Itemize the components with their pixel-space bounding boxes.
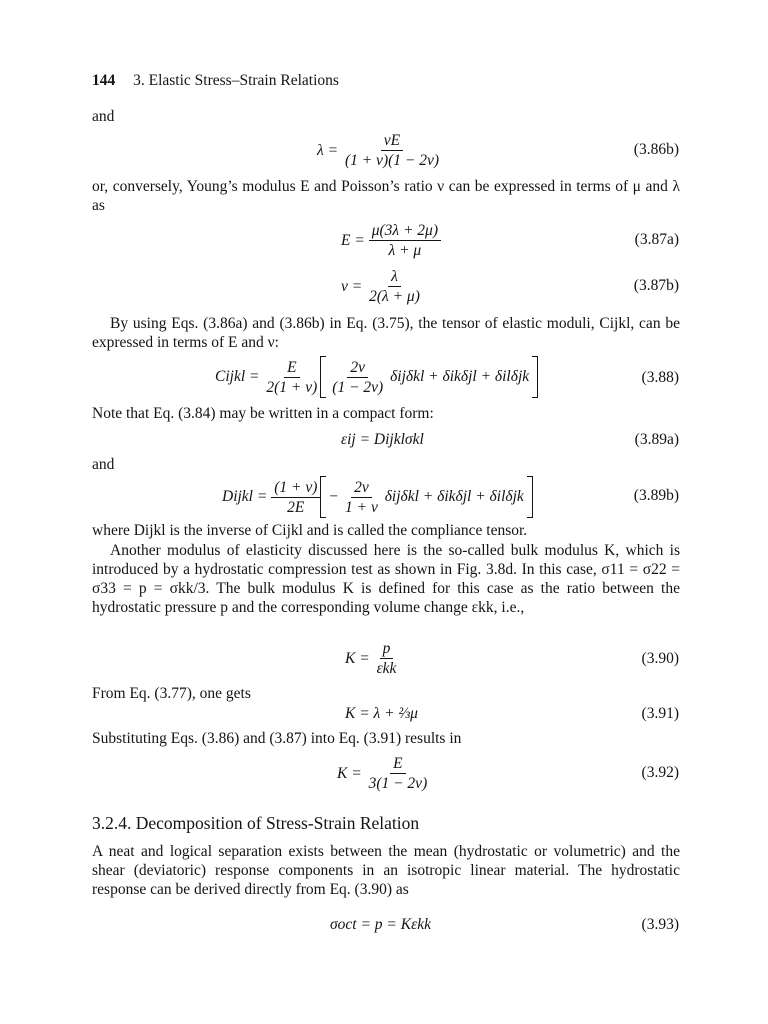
equation-label: (3.89b) xyxy=(633,487,679,504)
paragraph-6: From Eq. (3.77), one gets xyxy=(92,685,251,702)
eq-lhs: K = xyxy=(345,649,370,667)
equation-3-93: σoct = p = Kεkk xyxy=(330,916,431,933)
eq-tail: δijδkl + δikδjl + δilδjk xyxy=(384,488,524,505)
eq-denominator: λ + μ xyxy=(388,242,422,259)
eq-lhs: Dijkl = xyxy=(222,488,268,505)
equation-label: (3.89a) xyxy=(634,431,679,448)
eq-numerator: 2ν xyxy=(347,359,368,378)
eq-fraction xyxy=(342,479,381,516)
eq-lhs: ν = xyxy=(341,277,363,295)
eq-numerator: (1 + ν) xyxy=(271,479,320,498)
equation-3-90 xyxy=(345,640,399,677)
right-bracket xyxy=(527,476,533,518)
paragraph-2: By using Eqs. (3.86a) and (3.86b) in Eq. (3.75), the tensor of elastic moduli, Cijkl, can be expressed in terms of E and ν: xyxy=(92,315,680,351)
eq-numerator: E xyxy=(390,755,405,774)
equation-3-92 xyxy=(337,755,430,792)
eq-fraction xyxy=(342,132,442,169)
eq-tail: δijδkl + δikδjl + δilδjk xyxy=(390,368,530,385)
eq-fraction xyxy=(369,222,441,259)
eq-fraction xyxy=(271,479,320,516)
eq-denominator: (1 − 2ν) xyxy=(332,378,384,396)
eq-numerator: p xyxy=(380,640,394,659)
equation-label: (3.91) xyxy=(641,705,679,722)
paragraph-7: Substituting Eqs. (3.86) and (3.87) into Eq. (3.91) results in xyxy=(92,730,462,747)
eq-fraction xyxy=(366,755,431,792)
and-text-1: and xyxy=(92,108,115,125)
eq-numerator: μ(3λ + 2μ) xyxy=(369,222,441,241)
eq-fraction xyxy=(329,359,386,396)
paragraph-4: where Dijkl is the inverse of Cijkl and is called the compliance tensor. xyxy=(92,522,528,539)
eq-denominator: 1 + ν xyxy=(345,498,378,516)
eq-lhs: Cijkl = xyxy=(215,368,260,385)
right-bracket xyxy=(532,356,538,398)
eq-bracket xyxy=(320,356,538,398)
eq-minus: − xyxy=(329,488,339,505)
eq-fraction xyxy=(263,359,320,396)
eq-denominator: 2(λ + μ) xyxy=(369,288,420,305)
eq-numerator: λ xyxy=(388,268,401,287)
equation-3-88 xyxy=(215,356,538,398)
eq-numerator: νE xyxy=(381,132,403,151)
equation-label: (3.93) xyxy=(641,916,679,933)
eq-denominator: εkk xyxy=(376,660,397,677)
eq-fraction xyxy=(374,640,400,677)
equation-3-87b xyxy=(341,268,423,305)
equation-3-89b xyxy=(222,476,533,518)
equation-label: (3.86b) xyxy=(633,141,679,158)
eq-lhs: K = xyxy=(337,764,362,782)
equation-label: (3.87a) xyxy=(634,231,679,248)
equation-3-87a xyxy=(341,222,441,259)
paragraph-3: Note that Eq. (3.84) may be written in a compact form: xyxy=(92,405,434,422)
and-text-2: and xyxy=(92,456,115,473)
equation-label: (3.87b) xyxy=(633,277,679,294)
left-bracket xyxy=(320,356,326,398)
eq-denominator: 3(1 − 2ν) xyxy=(368,775,428,792)
equation-3-86b xyxy=(317,132,442,169)
equation-label: (3.92) xyxy=(641,764,679,781)
running-header xyxy=(92,72,339,90)
eq-fraction xyxy=(366,268,423,305)
eq-denominator: 2E xyxy=(287,498,305,516)
eq-bracket xyxy=(320,476,532,518)
eq-denominator: (1 + ν)(1 − 2ν) xyxy=(344,152,440,169)
eq-numerator: 2ν xyxy=(351,479,372,498)
paragraph-8: A neat and logical separation exists between the mean (hydrostatic or volumetric) and the shear (deviatoric) response components in an isotropic linear material. The hydrostatic response can be derived directly from Eq. (3.90) as xyxy=(92,843,680,898)
eq-numerator: E xyxy=(284,359,299,378)
eq-denominator: 2(1 + ν) xyxy=(266,378,318,396)
paragraph-1: or, conversely, Young’s modulus E and Poisson’s ratio ν can be expressed in terms of μ and λ as xyxy=(92,178,680,214)
left-bracket xyxy=(320,476,326,518)
eq-lhs: λ = xyxy=(317,141,339,159)
equation-label: (3.90) xyxy=(641,650,679,667)
equation-3-89a: εij = Dijklσkl xyxy=(341,431,424,448)
page-number: 144 xyxy=(92,72,116,89)
equation-3-91: K = λ + ⅔μ xyxy=(345,705,418,722)
paragraph-5: Another modulus of elasticity discussed here is the so-called bulk modulus K, which is introduced by a hydrostatic compression test as shown in Fig. 3.8d. In this case, σ11 = σ22 = σ33 = p = σkk/3. The bulk modulus K is defined for this case as the ratio between the hydrostatic pressure p and the corresponding volume change εkk, i.e., xyxy=(92,542,680,616)
running-title: 3. Elastic Stress–Strain Relations xyxy=(133,72,339,89)
section-heading: 3.2.4. Decomposition of Stress-Strain Relation xyxy=(92,813,420,833)
eq-lhs: E = xyxy=(341,231,365,249)
equation-label: (3.88) xyxy=(641,369,679,386)
